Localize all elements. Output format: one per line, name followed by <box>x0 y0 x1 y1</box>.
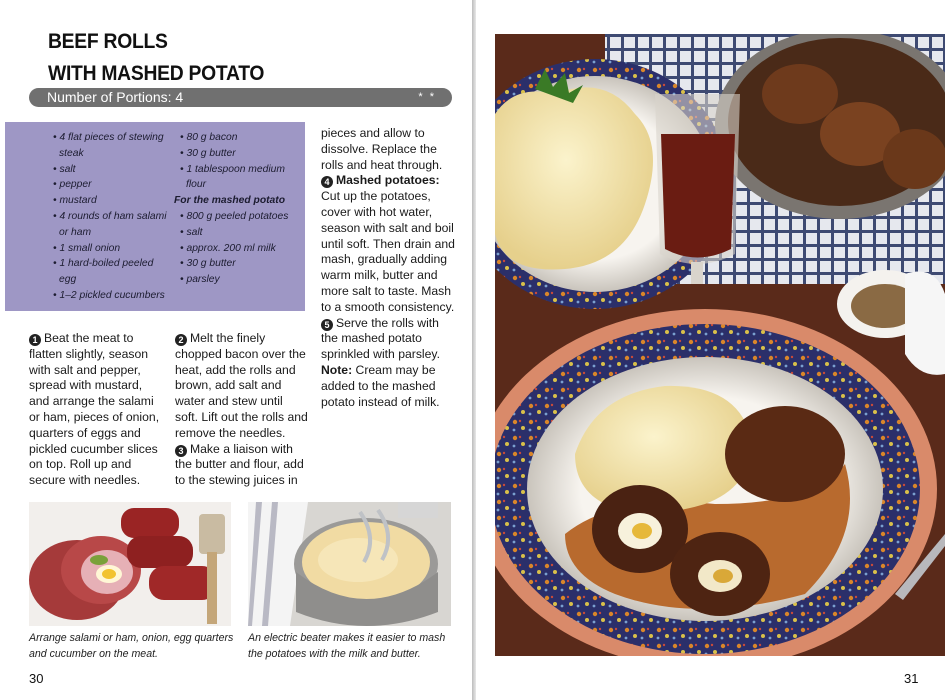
page-number-left: 30 <box>29 671 44 686</box>
step-2-number-icon: 2 <box>175 334 187 346</box>
ingredient-item: • 1 tablespoon medium flour <box>180 163 285 191</box>
ingredient-item: • 30 g butter <box>180 147 236 159</box>
step-1 <box>29 331 161 489</box>
meat-preparation-image <box>29 502 231 626</box>
caption-left-photo: Arrange salami or ham, onion, egg quarters and cucumber on the meat. <box>29 632 234 660</box>
ingredients-box <box>5 122 305 311</box>
note <box>321 363 456 410</box>
step-4-number-icon: 4 <box>321 176 333 188</box>
ingredient-item: • 30 g butter <box>180 258 236 270</box>
step-3 <box>175 442 309 489</box>
ingredient-item: • pepper <box>53 179 92 191</box>
recipe-title <box>48 26 264 90</box>
mashing-potato-image <box>248 502 451 626</box>
caption-right-photo: An electric beater makes it easier to mash the potatoes with the milk and butter. <box>248 632 446 660</box>
finished-dish-image <box>495 34 945 656</box>
ingredient-item: • mustard <box>53 195 97 207</box>
step-3-text: Make a liaison with the butter and flour, add to the stewing juices in <box>175 441 304 488</box>
step-5-text: Serve the rolls with the mashed potato sprinkled with parsley. <box>321 315 440 362</box>
potato-ingredients-heading: For the mashed potato <box>174 195 285 207</box>
step-5-number-icon: 5 <box>321 319 333 331</box>
portions-label: Number of Portions: 4 <box>47 89 184 105</box>
ingredient-item: • 1 hard-boiled peeled egg <box>53 258 154 286</box>
photo-finished-dish <box>495 34 945 656</box>
step-1-text: Beat the meat to flatten slightly, season with salt and pepper, spread with mustard, and arrange the salami or ham, pieces of onion, quarters of eggs and pickled cucumber slices on top. Roll up and secure with needles. <box>29 331 160 488</box>
title-line-2: WITH MASHED POTATO <box>48 62 265 85</box>
step-2-text: Melt the finely chopped bacon over the heat, add the rolls and brown, add salt and water and stew until soft. Lift out the rolls and remove the needles. <box>175 331 308 440</box>
ingredient-item: • salt <box>180 226 203 238</box>
step-4-text: Cut up the potatoes, cover with hot water, season with salt and boil until soft. Then drain and mash, gradually adding warm milk, butter and more salt to taste. Mash to a smooth consistency. <box>321 189 455 314</box>
photo-preparing-meat <box>29 502 231 626</box>
step-3-continued: pieces and allow to dissolve. Replace the rolls and heat through. <box>321 126 443 172</box>
right-page <box>476 0 945 700</box>
page-number-right: 31 <box>904 671 919 686</box>
step-4-heading: Mashed potatoes: <box>336 173 440 188</box>
instructions-column-1 <box>29 331 161 489</box>
step-5 <box>321 316 456 363</box>
ingredient-item: • 1–2 pickled cucumbers <box>53 289 165 301</box>
difficulty-stars: * * <box>418 91 436 103</box>
ingredient-item: • 1 small onion <box>53 242 121 254</box>
ingredients-column-1 <box>47 130 171 304</box>
ingredient-item: • parsley <box>180 274 220 286</box>
note-text: Cream may be added to the mashed potato instead of milk. <box>321 362 440 409</box>
ingredient-item: • 80 g bacon <box>180 132 238 143</box>
ingredient-item: • 4 rounds of ham salami or ham <box>53 210 167 238</box>
ingredient-item: • 4 flat pieces of stewing steak <box>53 132 164 159</box>
step-4 <box>321 173 456 315</box>
step-3-number-icon: 3 <box>175 445 187 457</box>
step-2 <box>175 331 309 442</box>
ingredient-item: • approx. 200 ml milk <box>180 242 276 254</box>
ingredient-item: • salt <box>53 163 76 175</box>
ingredients-column-2 <box>174 130 294 288</box>
step-1-number-icon: 1 <box>29 334 41 346</box>
left-page <box>0 0 472 700</box>
note-label: Note: <box>321 362 353 377</box>
portions-bar <box>29 88 452 107</box>
instructions-column-3 <box>321 126 456 410</box>
ingredient-item: • 800 g peeled potatoes <box>180 210 289 222</box>
photo-mashing-potato <box>248 502 451 626</box>
title-line-1: BEEF ROLLS <box>48 30 168 53</box>
instructions-column-2 <box>175 331 309 489</box>
